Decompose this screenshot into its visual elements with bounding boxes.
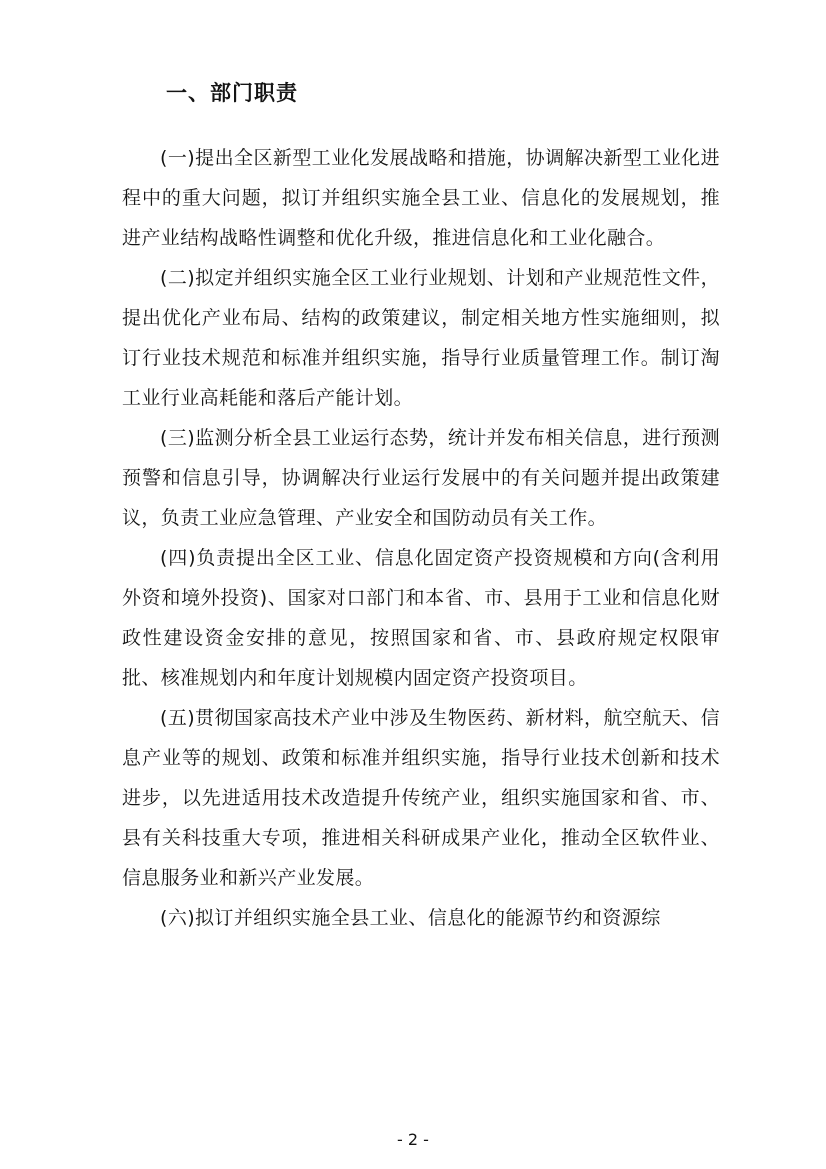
paragraph-4: (四)负责提出全区工业、信息化固定资产投资规模和方向(含利用外资和境外投资)、国家对口部门和本省、市、县用于工业和信息化财政性建设资金安排的意见，按照国家和省、市、县政府规定权限审批、核准规划内和年度计划规模内固定资产投资项目。	[122, 547, 720, 689]
body-text	[122, 138, 720, 938]
section-heading: 一、部门职责	[166, 81, 298, 105]
paragraph-5: (五)贯彻国家高技术产业中涉及生物医药、新材料，航空航天、信息产业等的规划、政策和标准并组织实施，指导行业技术创新和技术进步，以先进适用技术改造提升传统产业，组织实施国家和省、市、县有关科技重大专项，推进相关科研成果产业化，推动全区软件业、信息服务业和新兴产业发展。	[122, 707, 720, 889]
paragraph-2: (二)拟定并组织实施全区工业行业规划、计划和产业规范性文件，提出优化产业布局、结构的政策建议，制定相关地方性实施细则，拟订行业技术规范和标准并组织实施，指导行业质量管理工作。制订淘工业行业高耗能和落后产能计划。	[122, 267, 720, 409]
page-number: - 2 -	[397, 1130, 429, 1149]
paragraph-3: (三)监测分析全县工业运行态势，统计并发布相关信息，进行预测预警和信息引导，协调解决行业运行发展中的有关问题并提出政策建议，负责工业应急管理、产业安全和国防动员有关工作。	[122, 427, 720, 529]
paragraph-6: (六)拟订并组织实施全县工业、信息化的能源节约和资源综	[160, 907, 661, 929]
paragraph-1: (一)提出全区新型工业化发展战略和措施，协调解决新型工业化进程中的重大问题，拟订并组织实施全县工业、信息化的发展规划，推进产业结构战略性调整和优化升级，推进信息化和工业化融合。	[122, 147, 720, 249]
